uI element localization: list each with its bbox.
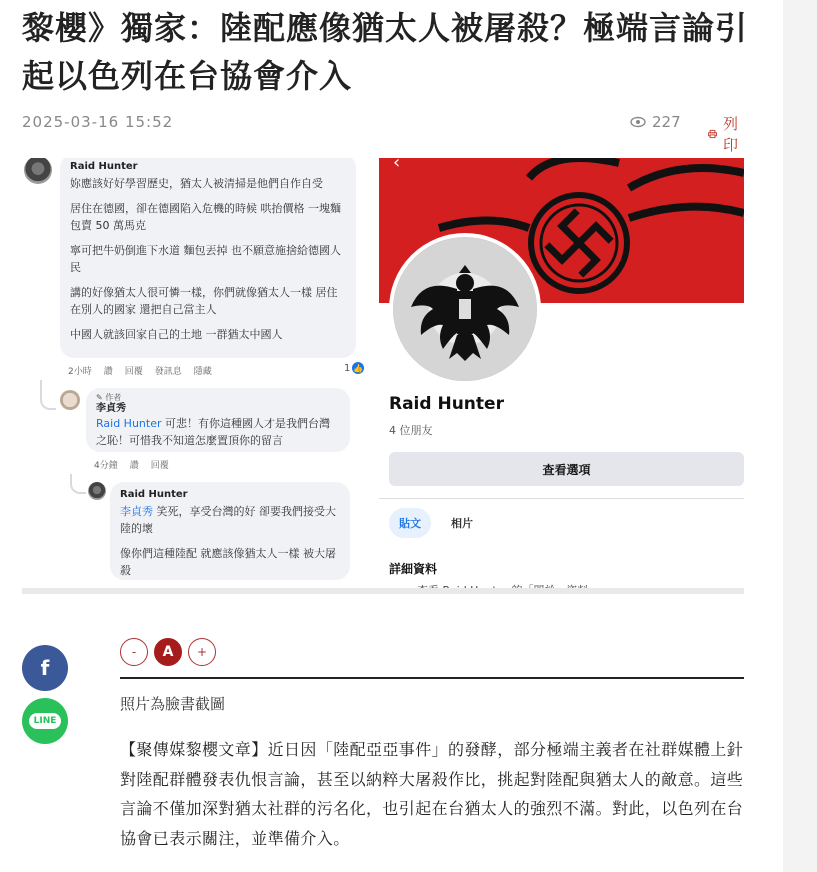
article-image — [22, 158, 744, 594]
view-count-value: 227 — [652, 113, 681, 131]
view-options-button: 查看選項 — [389, 452, 744, 486]
comment-message-link: 發訊息 — [154, 367, 182, 377]
eagle-icon — [393, 237, 537, 381]
profile-picture — [389, 233, 541, 385]
font-decrease-button[interactable]: - — [120, 638, 148, 666]
comment-thread — [22, 158, 379, 594]
print-label: 列 印 — [723, 115, 739, 154]
facebook-icon: f — [40, 656, 50, 680]
comment-paragraph: 中國人就該回家自己的土地 一群猶太中國人 — [70, 328, 283, 341]
comment-paragraph: 妳應該好好學習歷史，猶太人被清掃是他們自作自受 — [70, 177, 323, 190]
printer-icon — [708, 127, 717, 141]
font-reset-button[interactable]: A — [154, 638, 182, 666]
reply2-text: 李貞秀 笑死，享受台灣的好 卻要我們接受大陸的壞 — [120, 505, 336, 535]
comment-like-link: 讚 — [103, 367, 113, 377]
reply-avatar — [60, 390, 80, 410]
eye-icon — [630, 116, 646, 128]
font-size-controls — [120, 638, 216, 666]
page-gutter — [783, 0, 817, 872]
comment-hide-link: 隱藏 — [193, 367, 212, 377]
article-body: 【聚傳媒黎櫻文章】近日因「陸配亞亞事件」的發酵，部分極端主義者在社群媒體上針對陸配群體發表仇恨言論，甚至以納粹大屠殺作比，挑起對陸配與猶太人的敵意。這些言論不僅加深對猶太社群的污名化，也引起在台猶太人的強烈不滿。對此，以色列在台協會已表示關注，並準備介入。 — [120, 740, 744, 848]
reply-mention: Raid Hunter — [96, 417, 162, 430]
reply-text: Raid Hunter 可悲！有你這種國人才是我們台灣之恥！可惜我不知道怎麼置頂你的留言 — [96, 417, 330, 447]
profile-divider — [379, 498, 744, 499]
author-badge: ✎ 作者 — [96, 393, 122, 402]
reply2-author: Raid Hunter — [120, 489, 188, 500]
reply-actions — [94, 458, 169, 471]
view-count — [630, 113, 681, 131]
comment-bubble — [60, 158, 356, 358]
details-heading: 詳細資料 — [389, 562, 438, 576]
profile-panel — [379, 158, 744, 594]
publish-date: 2025-03-16 15:52 — [22, 113, 174, 131]
reply-bubble — [86, 388, 350, 452]
comment-actions — [68, 364, 212, 377]
comment-author: Raid Hunter — [70, 161, 138, 172]
reply2-avatar — [88, 482, 106, 500]
font-increase-button[interactable]: + — [188, 638, 216, 666]
commenter-avatar — [24, 158, 52, 184]
comment-paragraph: 居住在德國，卻在德國陷入危機的時候 哄抬價格 一塊麵包賣 50 萬馬克 — [70, 202, 341, 232]
image-caption: 照片為臉書截圖 — [120, 695, 226, 713]
comment-reply-link: 回覆 — [124, 367, 143, 377]
facebook-share-button[interactable] — [22, 645, 68, 691]
reply-author: 李貞秀 — [96, 403, 126, 414]
like-count: 1 👍 — [344, 362, 364, 374]
reply2-mention: 李貞秀 — [120, 505, 153, 518]
reply2-bubble — [110, 482, 350, 580]
tab-photos: 相片 — [451, 517, 473, 530]
line-share-button[interactable] — [22, 698, 68, 744]
article-meta — [22, 113, 744, 154]
tab-posts: 貼文 — [389, 508, 431, 538]
chevron-left-icon[interactable]: ‹ — [393, 158, 401, 173]
comment-time: 2小時 — [68, 367, 92, 377]
profile-friends: 4 位朋友 — [389, 424, 433, 437]
reply-time: 4分鐘 — [94, 461, 118, 471]
article-title: 黎櫻》獨家：陸配應像猶太人被屠殺？極端言論引起以色列在台協會介入 — [22, 9, 749, 95]
reply-thread-line — [40, 380, 56, 410]
comment-paragraph: 講的好像猶太人很可憐一樣，你們就像猶太人一樣 居住在別人的國家 還把自己當主人 — [70, 286, 338, 316]
reply-reply-link: 回覆 — [150, 461, 169, 471]
reply-thread-line — [70, 474, 86, 494]
reply2-text: 像你們這種陸配 就應該像猶太人一樣 被大屠殺 — [120, 547, 336, 577]
reply-like-link: 讚 — [129, 461, 139, 471]
profile-name: Raid Hunter — [389, 394, 504, 414]
image-bottom-edge — [22, 588, 744, 594]
print-button[interactable] — [708, 113, 744, 155]
divider — [120, 677, 744, 679]
line-icon: LINE — [29, 713, 62, 729]
comment-paragraph: 寧可把牛奶倒進下水道 麵包丟掉 也不願意施捨給德國人民 — [70, 244, 341, 274]
thumbs-up-icon: 👍 — [353, 363, 364, 373]
